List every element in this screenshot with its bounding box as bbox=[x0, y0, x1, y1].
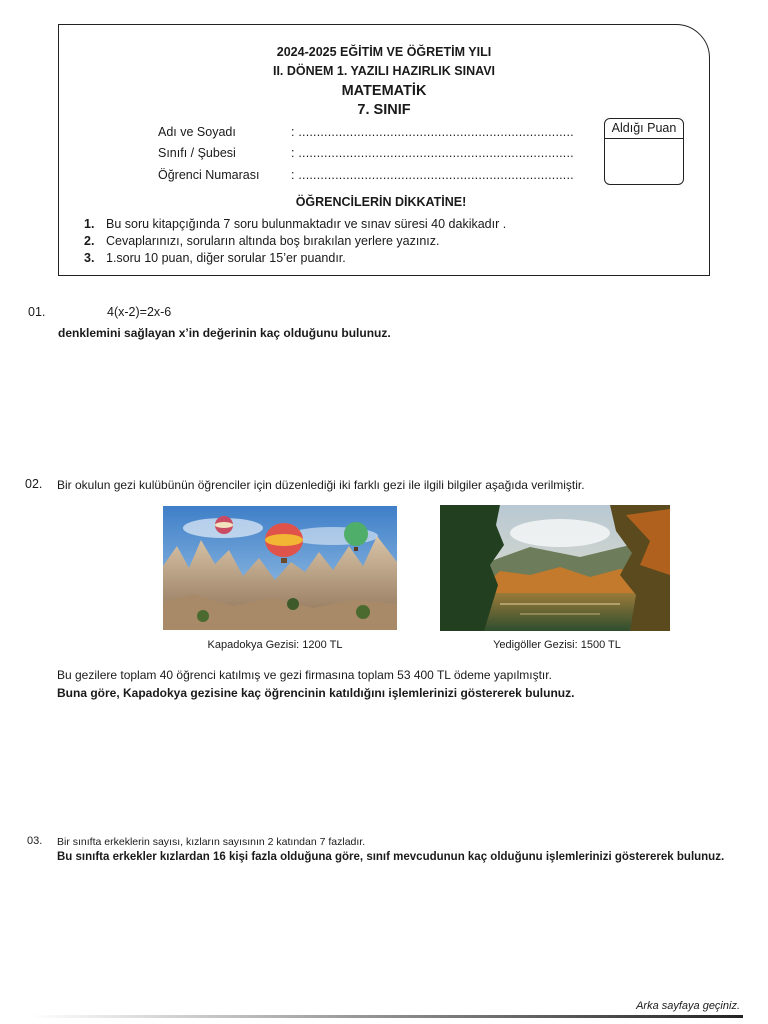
rule-2 bbox=[84, 234, 440, 248]
score-box-title: Aldığı Puan bbox=[605, 119, 683, 139]
question-2-prompt: Buna göre, Kapadokya gezisine kaç öğrencinin katıldığını işlemlerinizi göstererek bulunuz. bbox=[57, 686, 575, 700]
rule-1 bbox=[84, 217, 506, 231]
rule-text: Cevaplarınızı, soruların altında boş bırakılan yerlere yazınız. bbox=[106, 234, 440, 248]
question-2-info: Bu gezilere toplam 40 öğrenci katılmış ve gezi firmasına toplam 53 400 TL ödeme yapılmıştır. bbox=[57, 668, 552, 682]
subject-title: MATEMATİK bbox=[341, 83, 427, 99]
exam-term-title: II. DÖNEM 1. YAZILI HAZIRLIK SINAVI bbox=[272, 64, 495, 78]
rule-3 bbox=[84, 251, 346, 265]
rule-number: 1. bbox=[84, 217, 95, 231]
next-page-note: Arka sayfaya geçiniz. bbox=[636, 1000, 740, 1012]
attention-title: ÖĞRENCİLERİN DİKKATİNE! bbox=[295, 195, 467, 209]
student-number-field[interactable]: : ........................................................................... bbox=[291, 168, 574, 182]
grade-title: 7. SINIF bbox=[357, 102, 411, 118]
question-3-prompt: Bu sınıfta erkekler kızlardan 16 kişi fazla olduğuna göre, sınıf mevcudunun kaç olduğunu işlemlerinizi göstererek bulunuz. bbox=[57, 851, 725, 863]
rule-text: 1.soru 10 puan, diğer sorular 15’er puandır. bbox=[106, 251, 346, 265]
question-1-number: 01. bbox=[28, 305, 46, 319]
rule-number: 2. bbox=[84, 234, 95, 248]
rule-number: 3. bbox=[84, 251, 95, 265]
question-1-equation: 4(x-2)=2x-6 bbox=[107, 305, 172, 319]
cappadocia-photo bbox=[163, 506, 397, 630]
cappadocia-caption: Kapadokya Gezisi: 1200 TL bbox=[207, 639, 343, 651]
yedigoller-caption: Yedigöller Gezisi: 1500 TL bbox=[493, 639, 621, 651]
footer-divider bbox=[30, 1015, 743, 1018]
question-3-info: Bir sınıfta erkeklerin sayısı, kızların sayısının 2 katından 7 fazladır. bbox=[57, 836, 366, 848]
student-number-label: Öğrenci Numarası bbox=[158, 168, 260, 182]
rule-text: Bu soru kitapçığında 7 soru bulunmaktadır ve sınav süresi 40 dakikadır . bbox=[106, 217, 507, 231]
class-label: Sınıfı / Şubesi bbox=[158, 146, 236, 160]
question-1-prompt: denklemini sağlayan x’in değerinin kaç olduğunu bulunuz. bbox=[58, 326, 391, 340]
class-field[interactable]: : ........................................................................... bbox=[291, 146, 574, 160]
question-2-number: 02. bbox=[25, 477, 43, 491]
question-2-intro: Bir okulun gezi kulübünün öğrenciler için düzenlediği iki farklı gezi ile ilgili bilgiler aşağıda verilmiştir. bbox=[57, 478, 585, 492]
score-box bbox=[604, 118, 684, 185]
name-field[interactable]: : ........................................................................... bbox=[291, 125, 574, 139]
school-year-title: 2024-2025 EĞİTİM VE ÖĞRETİM YILI bbox=[276, 45, 492, 59]
yedigoller-photo bbox=[440, 505, 670, 631]
name-label: Adı ve Soyadı bbox=[158, 125, 236, 139]
question-3-number: 03. bbox=[27, 835, 43, 847]
